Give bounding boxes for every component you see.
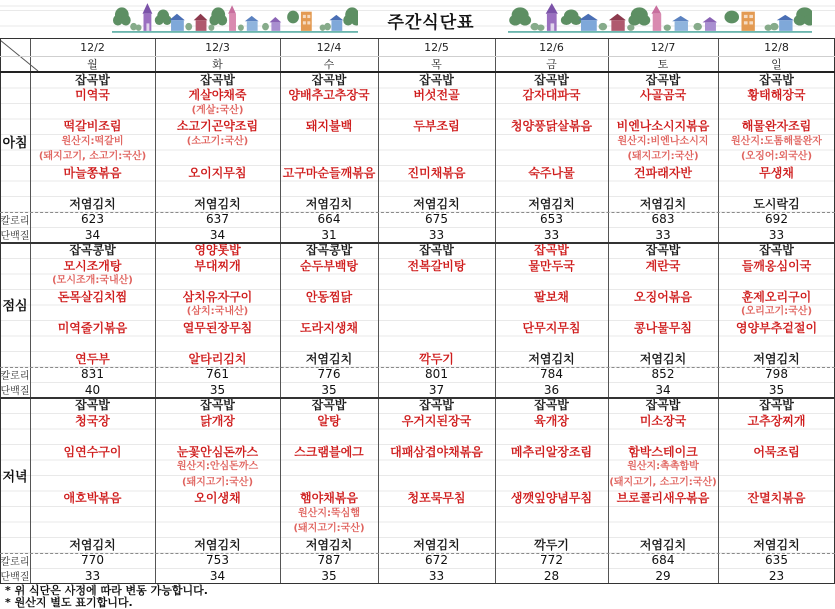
menu-item: 영양부추겉절이	[735, 320, 818, 335]
menu-item: 건파래자반	[634, 165, 692, 180]
menu-item: 계란국	[645, 258, 681, 273]
protein-value: 33	[543, 227, 560, 242]
table-border	[155, 38, 156, 583]
menu-item: 잡곡밥	[200, 398, 235, 413]
menu-item: 애호박볶음	[63, 491, 122, 506]
kcal-value: 753	[206, 553, 229, 568]
date-cell: 12/3	[205, 40, 230, 54]
date-cell: 12/8	[764, 40, 789, 54]
protein-row	[0, 382, 835, 398]
menu-item: (모시조개:국내산)	[52, 275, 133, 287]
protein-value: 35	[768, 382, 785, 397]
menu-item: 스크램블에그	[294, 444, 364, 459]
footer-note: * 원산지 별도 표기합니다.	[5, 595, 133, 609]
menu-item: 잡곡밥	[75, 398, 110, 413]
table-border	[0, 56, 835, 57]
menu-item: 저염김치	[753, 537, 800, 552]
day-cell: 일	[771, 58, 782, 71]
menu-item: 열무된장무침	[182, 320, 253, 335]
table-border	[0, 38, 835, 39]
kcal-value: 776	[317, 367, 341, 382]
protein-value: 33	[655, 227, 671, 242]
menu-item: 고구마순들깨볶음	[282, 165, 376, 180]
protein-value: 34	[209, 227, 226, 242]
menu-item: 콩나물무침	[634, 320, 692, 335]
menu-item: 함박스테이크	[628, 444, 698, 459]
menu-item: 숙주나물	[528, 165, 575, 180]
menu-item: (오징어:외국산)	[740, 151, 813, 163]
date-cell: 12/5	[424, 40, 449, 54]
table-border	[280, 38, 281, 583]
menu-item: 저염김치	[639, 351, 687, 366]
table-border	[0, 397, 835, 399]
meal-menu-2	[0, 398, 835, 553]
kcal-value: 664	[317, 212, 341, 227]
menu-item: (돼지고기, 소고기:국산)	[38, 151, 147, 163]
kcal-value: 798	[765, 367, 788, 382]
menu-item: 들깨옹심이국	[741, 258, 812, 273]
menu-item: 저염김치	[305, 351, 353, 366]
menu-item: 깍두기	[534, 537, 569, 552]
protein-value: 23	[768, 568, 785, 583]
day-cell: 금	[546, 58, 557, 71]
protein-value: 36	[543, 382, 560, 397]
date-cell: 12/2	[80, 40, 105, 54]
menu-item: 잡곡콩밥	[305, 243, 353, 258]
menu-item: 무생채	[759, 165, 794, 180]
menu-item: 양배추고추장국	[288, 88, 370, 103]
menu-item: 어묵조림	[753, 444, 800, 459]
menu-item: 단무지무침	[522, 320, 581, 335]
protein-value: 31	[321, 227, 337, 242]
protein-value: 34	[655, 382, 671, 397]
menu-item: 잡곡밥	[534, 243, 569, 258]
menu-item: 소고기곤약조림	[176, 119, 259, 134]
kcal-value: 831	[81, 367, 104, 382]
menu-item: 부대찌개	[194, 258, 241, 273]
protein-label: 단백질	[0, 231, 30, 243]
meal-label: 점심	[2, 299, 28, 314]
kcal-value: 761	[206, 367, 229, 382]
kcal-value: 653	[540, 212, 563, 227]
kcal-value: 675	[425, 212, 448, 227]
menu-item: 청국장	[75, 413, 110, 428]
menu-item: 영양톳밥	[194, 243, 241, 258]
kcal-value: 684	[651, 553, 675, 568]
menu-item: 도라지생채	[300, 320, 358, 335]
table-border	[0, 553, 835, 554]
protein-value: 33	[428, 227, 445, 242]
protein-value: 28	[543, 568, 560, 583]
menu-item: 임연수구이	[63, 444, 122, 459]
kcal-value: 772	[540, 553, 563, 568]
menu-item: 물만두국	[528, 258, 575, 273]
header-diagonal-line	[0, 38, 40, 72]
table-border	[0, 367, 835, 368]
protein-label: 단백질	[0, 386, 30, 398]
kcal-value: 801	[425, 367, 448, 382]
table-border	[0, 242, 835, 244]
menu-item: 닭개장	[200, 413, 235, 428]
menu-item: (게살:국산)	[191, 104, 244, 116]
menu-item: 잡곡밥	[419, 72, 454, 87]
menu-item: 잡곡밥	[759, 72, 794, 87]
menu-item: 청포묵무침	[407, 491, 466, 506]
menu-item: 오징어볶음	[634, 289, 692, 304]
day-cell: 수	[323, 58, 335, 71]
table-border	[0, 71, 835, 73]
meal-menu-1	[0, 243, 835, 367]
kcal-value: 784	[540, 367, 563, 382]
meal-menu-0	[0, 72, 835, 212]
menu-item: 고추장찌개	[747, 413, 806, 428]
kcal-value: 692	[765, 212, 788, 227]
menu-item: 저염김치	[413, 537, 460, 552]
menu-item: 연두부	[75, 351, 110, 366]
menu-item: 게살야채죽	[188, 88, 247, 103]
menu-item: 모시조개탕	[63, 258, 122, 273]
menu-item: (소고기:국산)	[186, 135, 249, 147]
protein-value: 37	[428, 382, 445, 397]
village-clipart-icon	[508, 1, 812, 33]
menu-item: 잡곡밥	[419, 398, 454, 413]
menu-item: 브로콜리새우볶음	[616, 491, 710, 506]
menu-item: 깍두기	[419, 351, 454, 366]
menu-item: 미소장국	[639, 413, 687, 428]
protein-value: 33	[84, 568, 101, 583]
protein-row	[0, 227, 835, 243]
menu-item: 돈목살김치찜	[57, 289, 128, 304]
menu-item: 저염김치	[194, 196, 241, 211]
menu-item: 진미채볶음	[407, 165, 466, 180]
menu-item: 눈꽃안심돈까스	[176, 444, 259, 459]
date-header-row	[0, 38, 835, 56]
kcal-value: 787	[317, 553, 341, 568]
kcal-value: 623	[81, 212, 104, 227]
protein-label: 단백질	[0, 572, 30, 584]
menu-item: 훈제오리구이	[741, 289, 812, 304]
date-cell: 12/4	[316, 40, 342, 54]
menu-item: 원산지:비엔나소시지	[617, 135, 709, 147]
menu-item: 저염김치	[639, 196, 687, 211]
menu-item: 순두부백탕	[300, 258, 358, 273]
protein-value: 34	[209, 568, 226, 583]
kcal-row	[0, 212, 835, 228]
menu-item: 생깻잎양념무침	[510, 491, 593, 506]
menu-item: 전복갈비탕	[407, 258, 466, 273]
menu-item: 저염김치	[305, 196, 353, 211]
day-cell: 월	[87, 58, 98, 71]
menu-item: 잡곡밥	[200, 72, 235, 87]
protein-value: 40	[84, 382, 101, 397]
menu-item: 원산지:떡갈비	[61, 135, 124, 147]
menu-item: 잡곡밥	[419, 243, 454, 258]
menu-item: 돼지불백	[305, 119, 353, 134]
kcal-value: 672	[425, 553, 448, 568]
menu-item: (삼치:국내산)	[186, 306, 249, 318]
protein-value: 35	[321, 382, 337, 397]
menu-item: 알탕	[317, 413, 341, 428]
menu-item: 육개장	[534, 413, 569, 428]
menu-item: 저염김치	[639, 537, 687, 552]
date-cell: 12/7	[650, 40, 676, 54]
menu-item: 저염김치	[753, 351, 800, 366]
table-border	[718, 38, 719, 583]
kcal-value: 637	[206, 212, 229, 227]
page-title: 주간식단표	[387, 13, 475, 33]
menu-item: 저염김치	[305, 537, 353, 552]
protein-value: 35	[321, 568, 337, 583]
menu-item: 저염김치	[528, 351, 575, 366]
day-cell: 화	[212, 58, 223, 71]
menu-item: 황태해장국	[747, 88, 806, 103]
menu-item: 팔보채	[534, 289, 569, 304]
menu-item: 잡곡밥	[645, 243, 681, 258]
menu-item: 잡곡밥	[311, 398, 347, 413]
menu-item: 도시락김	[753, 196, 800, 211]
kcal-value: 852	[651, 367, 675, 382]
menu-item: 원산지:도톰해물완자	[731, 135, 822, 147]
menu-item: 삼치유자구이	[182, 289, 253, 304]
menu-item: 사골곰국	[639, 88, 687, 103]
menu-item: 저염김치	[69, 537, 116, 552]
kcal-value: 770	[81, 553, 104, 568]
menu-item: (돼지고기:국산)	[627, 151, 699, 163]
menu-item: 버섯전골	[413, 88, 460, 103]
protein-value: 34	[84, 227, 101, 242]
protein-value: 33	[768, 227, 785, 242]
menu-item: 원산지:촉촉함박	[627, 461, 699, 473]
menu-item: 안동찜닭	[305, 289, 353, 304]
village-clipart-icon	[112, 1, 358, 33]
date-cell: 12/6	[539, 40, 564, 54]
menu-item: 잡곡콩밥	[69, 243, 116, 258]
menu-item: (돼지고기:국산)	[181, 476, 254, 488]
menu-item: 저염김치	[528, 196, 575, 211]
menu-item: 저염김치	[194, 537, 241, 552]
protein-value: 35	[209, 382, 226, 397]
menu-item: 미역줄기볶음	[57, 320, 128, 335]
menu-item: 떡갈비조림	[63, 119, 122, 134]
menu-item: 마늘쫑볶음	[63, 165, 122, 180]
menu-item: 햄야채볶음	[300, 491, 358, 506]
day-cell: 토	[657, 58, 669, 71]
protein-value: 33	[428, 568, 445, 583]
menu-item: 대패삼겹야채볶음	[390, 444, 483, 459]
table-border	[0, 38, 1, 608]
menu-item: 원산지:뚝심햄	[298, 507, 360, 519]
table-border	[30, 38, 31, 583]
menu-item: 저염김치	[69, 196, 116, 211]
menu-item: 잡곡밥	[75, 72, 110, 87]
menu-item: (돼지고기, 소고기:국산)	[609, 476, 717, 488]
menu-item: 미역국	[75, 88, 110, 103]
menu-item: 메추리알장조림	[510, 444, 593, 459]
kcal-label: 칼로리	[0, 215, 30, 227]
menu-item: 잡곡밥	[534, 398, 569, 413]
menu-item: 잡곡밥	[759, 243, 794, 258]
menu-item: 해물완자조림	[741, 119, 812, 134]
menu-item: 저염김치	[413, 196, 460, 211]
menu-item: 오이생채	[194, 491, 241, 506]
menu-item: 잔멸치볶음	[747, 491, 806, 506]
kcal-label: 칼로리	[0, 556, 30, 568]
menu-item: 잡곡밥	[645, 398, 681, 413]
kcal-row	[0, 553, 835, 569]
menu-item: 청양풍닭살볶음	[510, 119, 593, 134]
menu-item: 잡곡밥	[645, 72, 681, 87]
menu-item: 두부조림	[413, 119, 460, 134]
footer-note: * 위 식단은 사정에 따라 변동 가능합니다.	[5, 583, 208, 597]
menu-item: (돼지고기:국산)	[293, 523, 365, 535]
menu-item: 잡곡밥	[311, 72, 347, 87]
menu-item: (오리고기:국산)	[740, 306, 813, 318]
menu-item: 알타리김치	[188, 351, 247, 366]
menu-item: 감자대파국	[522, 88, 581, 103]
meal-label: 저녁	[2, 469, 28, 485]
meal-label: 아침	[2, 136, 28, 152]
footer-notes	[0, 584, 835, 608]
menu-item: 우거지된장국	[401, 413, 472, 428]
kcal-value: 683	[651, 212, 675, 227]
table-border	[495, 38, 496, 583]
kcal-value: 635	[765, 553, 788, 568]
table-border	[0, 212, 835, 213]
meal-sections	[0, 72, 835, 584]
menu-item: 잡곡밥	[534, 72, 569, 87]
kcal-label: 칼로리	[0, 370, 30, 382]
menu-item: 오이지무침	[188, 165, 247, 180]
kcal-row	[0, 367, 835, 383]
table-border	[378, 38, 379, 583]
day-cell: 목	[431, 58, 442, 71]
protein-value: 29	[655, 568, 671, 583]
menu-item: 비엔나소시지볶음	[616, 119, 710, 134]
table-border	[608, 38, 609, 583]
menu-item: 잡곡밥	[759, 398, 794, 413]
menu-item: 원산지:안심돈까스	[176, 461, 259, 473]
